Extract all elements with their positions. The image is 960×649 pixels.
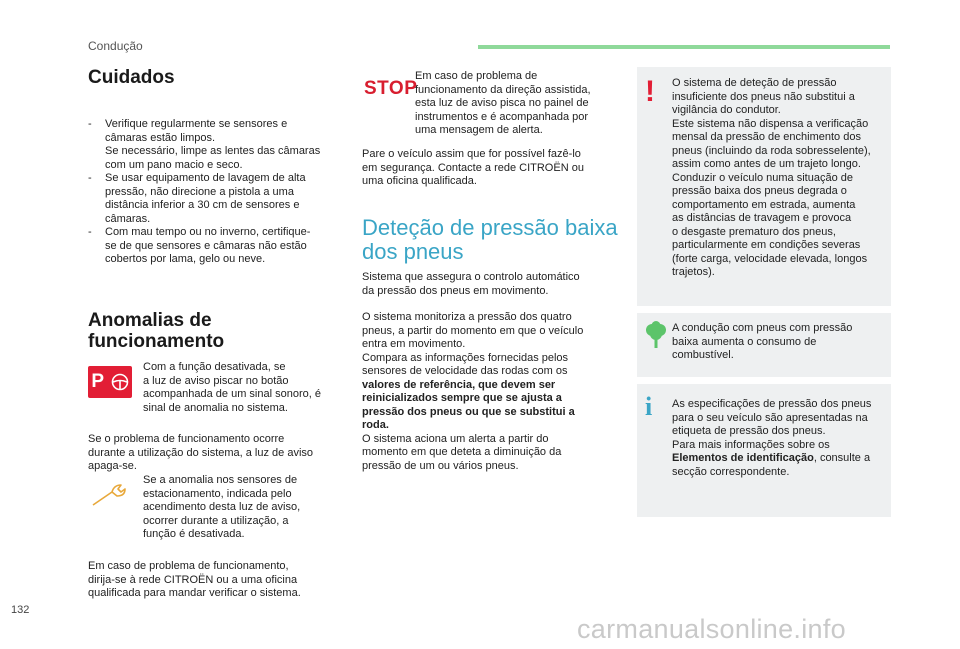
paragraph-sistema: Sistema que assegura o controlo automático da pressão dos pneus em movimento. [362, 271, 580, 297]
title-detecao: Deteção de pressão baixa dos pneus [362, 215, 618, 264]
paragraph-stop: Pare o veículo assim que for possível fazê-lo em segurança. Contacte a rede CITROËN ou uma oficina qualificada. [362, 148, 584, 187]
list-item: - Com mau tempo ou no inverno, certifique- se de que sensores e câmaras não estão cobertos por lama, gelo ou neve. [88, 226, 311, 265]
care-list [88, 118, 348, 267]
page-number: 132 [11, 604, 30, 616]
warning-box [637, 67, 891, 306]
tree-icon [645, 321, 667, 349]
stop-description: Em caso de problema de funcionamento da direção assistida, esta luz de aviso pisca no painel de instrumentos e é acompanhada por uma mensagem de alerta. [415, 70, 591, 136]
parking-warning-icon: P [88, 366, 132, 398]
wrench-icon [90, 482, 134, 508]
watermark: carmanualsonline.info [577, 614, 846, 644]
list-item: - Se usar equipamento de lavagem de alta pressão, não direcione a pistola a uma distância inferior a 30 cm de sensores e câmaras. [88, 172, 306, 225]
stop-warning-icon: STOP [364, 78, 418, 99]
list-item: - Verifique regularmente se sensores e câmaras estão limpos. Se necessário, limpe as lentes das câmaras com um pano macio e seco. [88, 118, 321, 171]
title-anomalias: Anomalias de funcionamento [88, 310, 225, 352]
eco-box [637, 313, 891, 377]
section-label: Condução [88, 39, 143, 53]
eco-text: A condução com pneus com pressão baixa aumenta o consumo de combustível. [672, 322, 853, 361]
wrench-description: Se a anomalia nos sensores de estacionamento, indicada pelo acendimento desta luz de aviso, ocorrer durante a utilização, a função é desativada. [143, 474, 301, 540]
title-cuidados: Cuidados [88, 67, 175, 88]
info-box [637, 384, 891, 517]
paragraph-monitoriza: O sistema monitoriza a pressão dos quatro pneus, a partir do momento em que o veículo entra em movimento. Compara as informações fornecidas pelos sensores de velocidade das rodas com os valores de referência, que devem ser reinicializados sempre que se ajusta a pressão dos pneus ou que se substitui a roda. O sistema aciona um alerta a partir do momento em que deteta a diminuição da pressão de um ou vários pneus. [362, 311, 584, 472]
steering-wheel-icon [111, 373, 129, 391]
anomaly-description: Com a função desativada, se a luz de aviso piscar no botão acompanhada de um sinal sonoro, é sinal de anomalia no sistema. [143, 361, 321, 414]
warning-icon: ! [645, 75, 655, 108]
paragraph-final: Em caso de problema de funcionamento, dirija-se à rede CITROËN ou a uma oficina qualificada para mandar verificar o sistema. [88, 560, 301, 599]
paragraph-occur: Se o problema de funcionamento ocorre durante a utilização do sistema, a luz de aviso apaga-se. [88, 433, 314, 472]
info-icon: i [645, 392, 653, 421]
info-text: As especificações de pressão dos pneus para o seu veículo são apresentadas na etiqueta de pressão dos pneus. Para mais informações sobre os Elementos de identificação, consulte a secção correspondente. [672, 398, 872, 478]
warning-text: O sistema de deteção de pressão insuficiente dos pneus não substitui a vigilância do condutor. Este sistema não dispensa a verificação mensal da pressão de enchimento dos pneus (incluindo da roda sobresselente), assim como antes de um trajeto longo. Conduzir o veículo numa situação de pressão baixa dos pneus degrada o comportamento em estrada, aumenta as distâncias de travagem e provoca o desgaste prematuro dos pneus, particularmente em condições severas (forte carga, velocidade elevada, longos trajetos). [672, 77, 871, 278]
header-rule [478, 45, 890, 49]
